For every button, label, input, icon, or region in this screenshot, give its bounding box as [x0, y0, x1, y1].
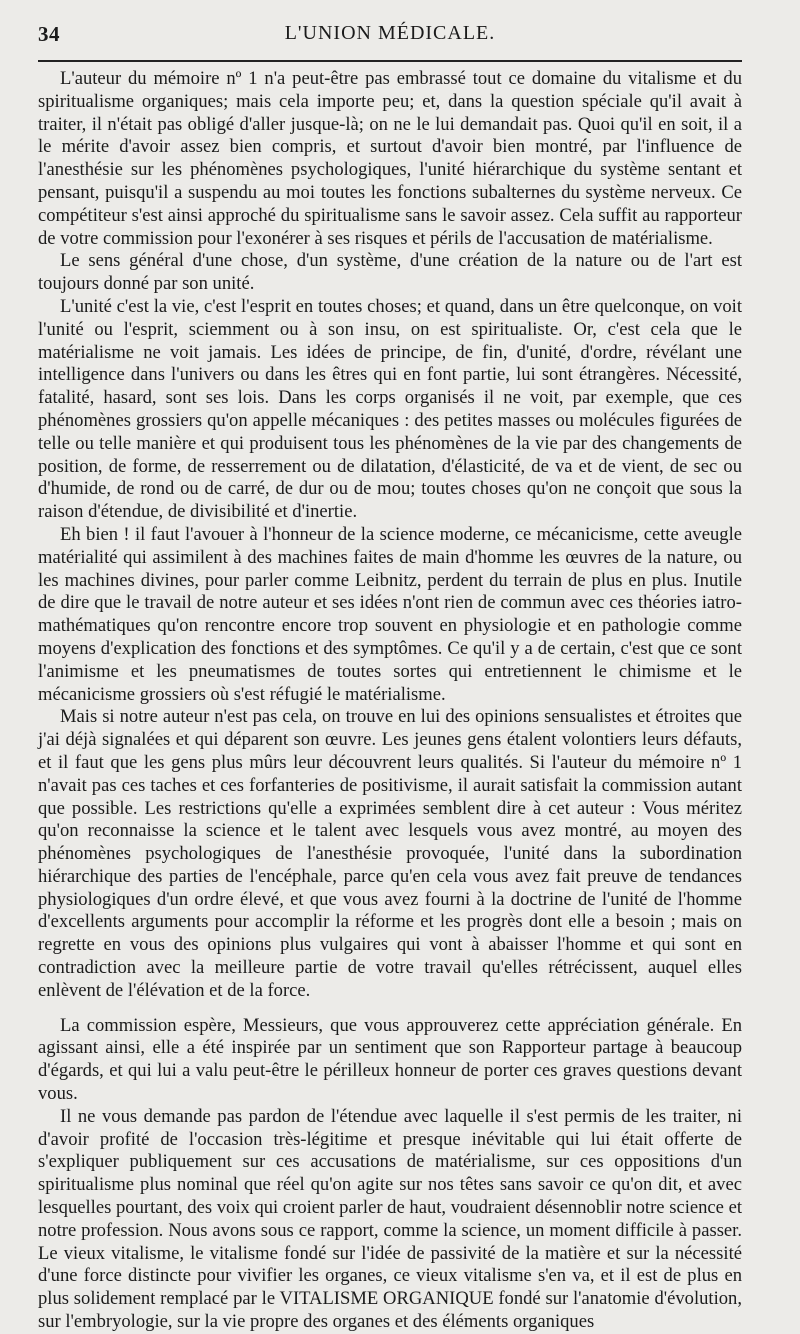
page-header — [38, 18, 742, 56]
paragraph: L'unité c'est la vie, c'est l'esprit en toutes choses; et quand, dans un être quelconque, on voit l'unité ou l'esprit, sciemment ou à son insu, on est spiritualiste. Or, c'est cela que le matérialisme ne voit jamais. Les idées de principe, de fin, d'unité, d'ordre, révélant une intelligence dans l'univers ou dans les êtres qui en font partie, lui sont étrangères. Nécessité, fatalité, hasard, sont ses lois. Dans les corps organisés il ne voit, par exemple, que ces phénomènes grossiers qu'on appelle mécaniques : des petites masses ou molécules figurées de telle ou telle manière et qui produisent tous les phénomènes de la vie par des changements de position, de forme, de resserrement ou de dilatation, d'élasticité, de va et de vient, de sec ou d'humide, de rond ou de carré, de dur ou de mou; toutes choses qu'on ne conçoit que sous la raison d'étendue, de divisibilité et d'inertie. — [38, 295, 742, 523]
paragraph: Eh bien ! il faut l'avouer à l'honneur de la science moderne, ce mécanicisme, cette aveugle matérialité qui assimilent à des machines faites de main d'homme les œuvres de la nature, ou les machines divines, pour parler comme Leibnitz, perdent du terrain de plus en plus. Inutile de dire que le travail de notre auteur et ses idées n'ont rien de commun avec ces théories iatro-mathématiques qu'on rencontre encore trop souvent en physiologie et en pathologie comme moyens d'explication des fonctions et des symptômes. Ce qu'il y a de certain, c'est que ce sont l'animisme et les pneumatismes de toutes sortes qui entretiennent le chimisme et le mécanicisme grossiers où s'est réfugié le matérialisme. — [38, 523, 742, 705]
paragraph: L'auteur du mémoire nº 1 n'a peut-être pas embrassé tout ce domaine du vitalisme et du spiritualisme organiques; mais cela importe peu; et, dans la question spéciale qu'il avait à traiter, il n'était pas obligé d'aller jusque-là; on ne le lui demandait pas. Quoi qu'il en soit, il a le mérite d'avoir assez bien compris, et surtout d'avoir bien montré, par l'influence de l'anesthésie sur les phénomènes psychologiques, l'unité hiérarchique du système sentant et pensant, puisqu'il a suspendu au moi toutes les fonctions subalternes du système nerveux. Ce compétiteur s'est ainsi approché du spiritualisme sans le savoir assez. Cela suffit au rapporteur de votre commission pour l'exonérer à ses risques et périls de l'accusation de matérialisme. — [38, 68, 742, 249]
article-body — [38, 68, 742, 1334]
paragraph: La commission espère, Messieurs, que vous approuverez cette appréciation générale. En agissant ainsi, elle a été inspirée par un sentiment que son Rapporteur partage à beaucoup d'égards, et qui lui a valu peut-être le périlleux honneur de porter ces graves questions devant vous. — [38, 1014, 742, 1105]
paragraph: Le sens général d'une chose, d'un système, d'une création de la nature ou de l'art est toujours donné par son unité. — [38, 250, 742, 295]
paragraph: Il ne vous demande pas pardon de l'étendue avec laquelle il s'est permis de les traiter, ni d'avoir profité de l'occasion très-légitime et presque inévitable qui lui était offerte de s'expliquer publiquement sur ces accusations de matérialisme, sur ces oppositions d'un spiritualisme plus nominal que réel qu'on agite sur nos têtes sans savoir ce qu'on dit, et avec lesquelles pourtant, des voix qui croient parler de haut, voudraient désennoblir notre science et notre profession. Nous avons sous ce rapport, comme la science, un moment difficile à passer. Le vieux vitalisme, le vitalisme fondé sur l'idée de passivité de la matière et sur la nécessité d'une force distincte pour vivifier les organes, ce vieux vitalisme s'en va, et il est de plus en plus solidement remplacé par le VITALISME ORGANIQUE fondé sur l'anatomie d'évolution, sur l'embryologie, sur la vie propre des organes et des éléments organiques — [38, 1105, 742, 1333]
running-title: L'UNION MÉDICALE. — [284, 22, 496, 44]
paragraph: Mais si notre auteur n'est pas cela, on trouve en lui des opinions sensualistes et étroites que j'ai déjà signalées et qui déparent son œuvre. Les jeunes gens étalent volontiers leurs défauts, et il faut que les gens plus mûrs leur découvrent leurs qualités. Si l'auteur du mémoire nº 1 n'avait pas ces taches et ces forfanteries de positivisme, il aurait satisfait la commission autant que possible. Les restrictions qu'elle a exprimées semblent dire à cet auteur : Vous méritez qu'on reconnaisse la science et le talent avec lesquels vous avez montré, au moyen des phénomènes psychologiques de l'anesthésie provoquée, l'unité dans la subordination hiérarchique des parties de l'encéphale, parce qu'en cela vous avez fait preuve de tendances physiologiques d'un ordre élevé, et que vous avez fourni à la doctrine de l'unité de l'homme d'excellents arguments pour accomplir la réforme et les progrès dont elle a besoin ; mais on regrette en vous des opinions plus vulgaires qui vont à abaisser l'homme et qui sont en contradiction avec la meilleure partie de votre travail qu'elles rétrécissent, auquel elles enlèvent de l'élévation et de la force. — [38, 706, 742, 1001]
page-number: 34 — [38, 22, 60, 46]
header-rule — [38, 60, 742, 62]
